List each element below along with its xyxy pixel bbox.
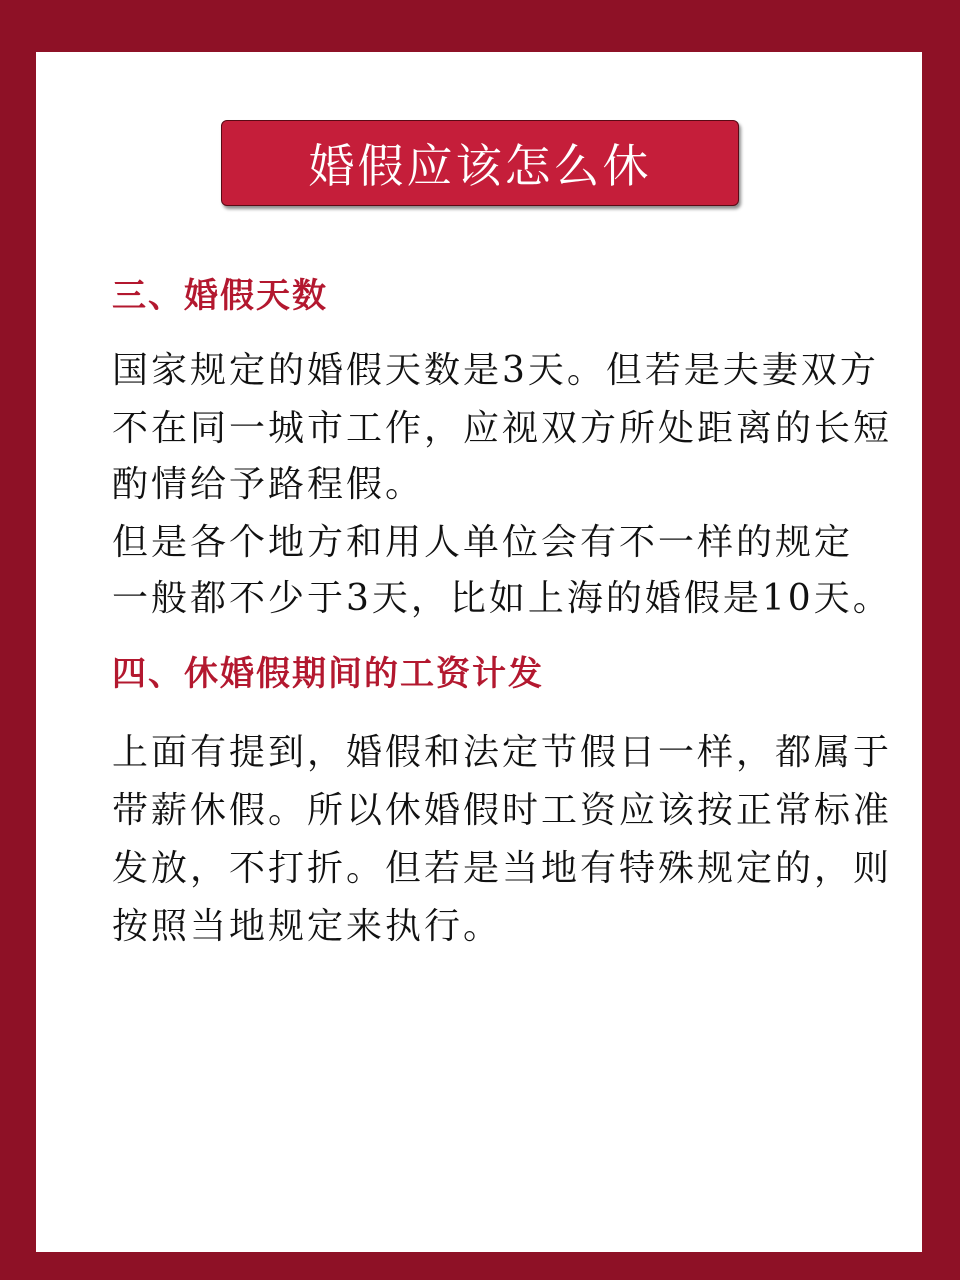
section-4-line-2: 带薪休假。所以休婚假时工资应该按正常标准 [112,790,893,831]
section-4-heading: 四、休婚假期间的工资计发 [112,654,544,694]
content-card [36,52,922,1252]
section-4-line-1: 上面有提到，婚假和法定节假日一样，都属于 [112,732,893,773]
section-4-line-3: 发放，不打折。但若是当地有特殊规定的，则 [112,848,893,889]
section-4-line-4: 按照当地规定来执行。 [112,906,503,947]
title-banner [221,120,739,206]
section-3-line-4: 但是各个地方和用人单位会有不一样的规定 [112,522,854,563]
section-3-line-1: 国家规定的婚假天数是3天。但若是夫妻双方 [112,350,879,391]
section-3-line-2: 不在同一城市工作，应视双方所处距离的长短 [112,408,893,449]
section-3-line-5: 一般都不少于3天，比如上海的婚假是10天。 [112,578,892,619]
section-3-line-3: 酌情给予路程假。 [112,464,425,505]
page-title: 婚假应该怎么休 [308,139,652,193]
section-3-heading: 三、婚假天数 [112,276,328,316]
